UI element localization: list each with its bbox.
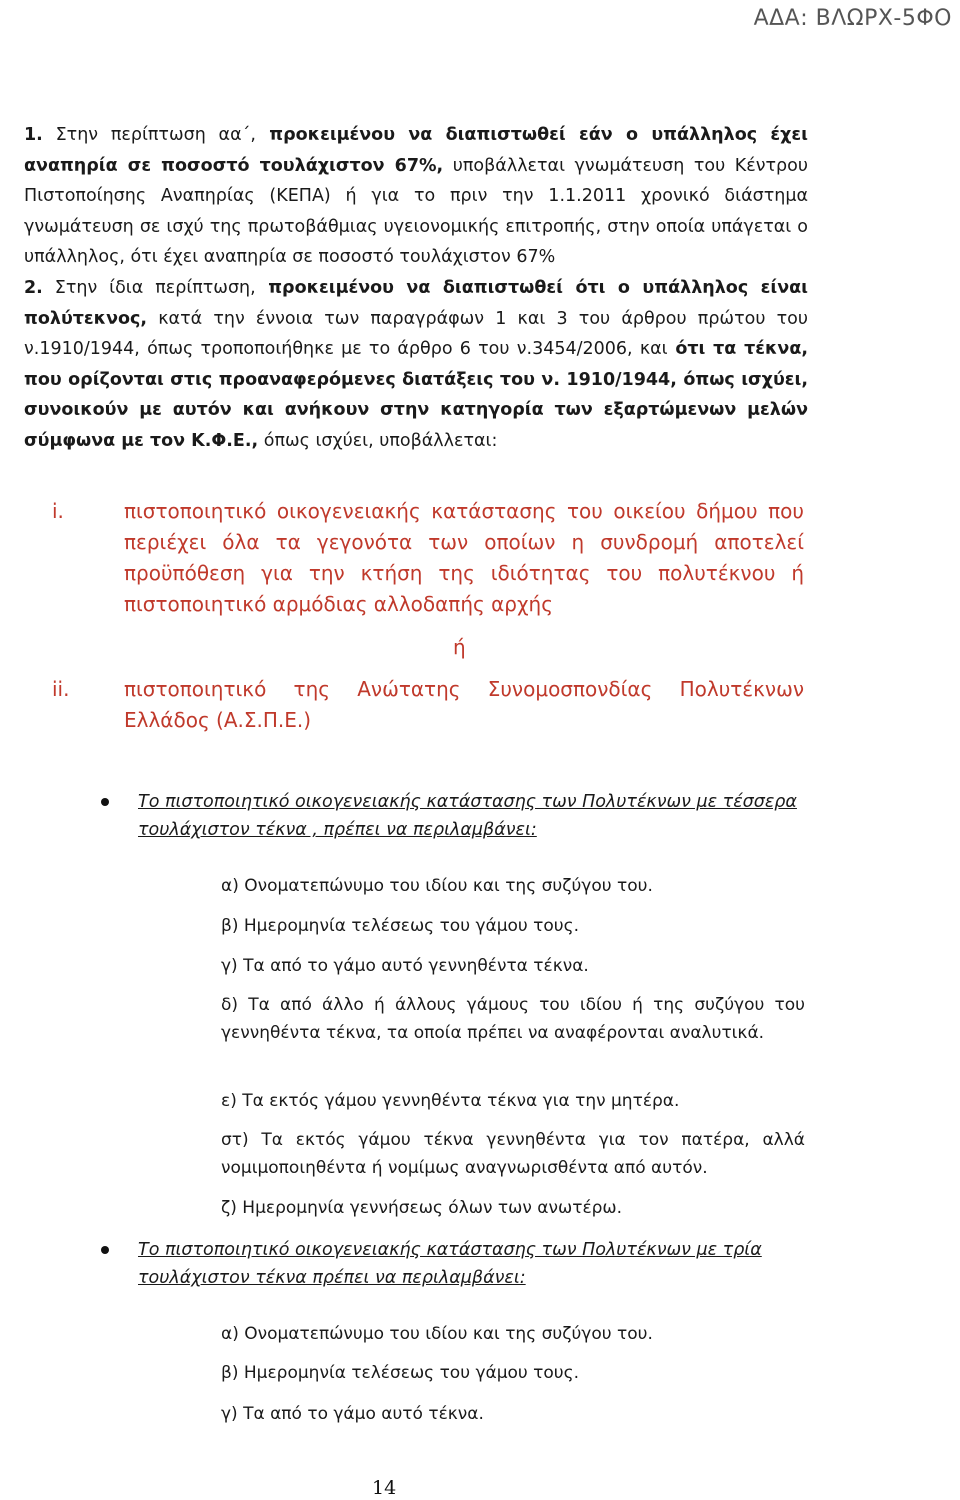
paragraph-2-body-1: κατά την έννοια των παραγράφων 1 και 3 του άρθρου πρώτου του ν.1910/1944, όπως τροποποιήθηκε με το άρθρο 6 του ν.3454/2006, και [24, 308, 808, 359]
paragraph-1 [24, 120, 808, 273]
bullet-1-item: ζ) Ημερομηνία γεννήσεως όλων των ανωτέρω. [221, 1198, 623, 1218]
bullet-icon [101, 798, 109, 806]
option-or: ή [453, 635, 466, 659]
paragraph-1-bold: προκειμένου να διαπιστωθεί εάν ο υπάλληλος έχει αναπηρία σε ποσοστό τουλάχιστον 67%, [24, 125, 808, 176]
option-ii-line-2: Ελλάδος (Α.Σ.Π.Ε.) [124, 708, 312, 732]
bullet-1-item: ε) Τα εκτός γάμου γεννηθέντα τέκνα για την μητέρα. [221, 1091, 680, 1111]
paragraph-2-intro: Στην ίδια περίπτωση, [42, 278, 256, 298]
bullet-2-heading: Το πιστοποιητικό οικογενειακής κατάστασης των Πολυτέκνων με τρία τουλάχιστον τέκνα πρέπει να περιλαμβάνει: [138, 1240, 762, 1288]
bullet-1-item: δ) Τα από άλλο ή άλλους γάμους του ιδίου ή της συζύγου του γεννηθέντα τέκνα, τα οποία πρέπει να αναφέρονται αναλυτικά. [221, 995, 805, 1043]
option-ii-number: ii. [52, 677, 70, 701]
bullet-1-item: β) Ημερομηνία τελέσεως του γάμου τους. [221, 916, 580, 936]
option-i-text: πιστοποιητικό οικογενειακής κατάστασης του οικείου δήμου που περιέχει όλα τα γεγονότα των οποίων η συνδρομή αποτελεί προϋπόθεση για την κτήση της ιδιότητας του πολυτέκνου ή πιστοποιητικό αρμόδιας αλλοδαπής αρχής [124, 499, 804, 616]
paragraph-2-bold-1: προκειμένου να διαπιστωθεί ότι ο υπάλληλος είναι πολύτεκνος, [24, 278, 808, 329]
option-i-number: i. [52, 499, 64, 523]
bullet-1-item: στ) Τα εκτός γάμου τέκνα γεννηθέντα για τον πατέρα, αλλά νομιμοποιηθέντα ή νομίμως αναγνωρισθέντα από αυτόν. [221, 1130, 805, 1178]
bullet-icon [101, 1246, 109, 1254]
paragraph-2-bold-2: ότι τα τέκνα, που ορίζονται στις προαναφερόμενες διατάξεις του ν. 1910/1944, όπως ισχύει, συνοικούν με αυτόν και ανήκουν στην κατηγορία των εξαρτώμενων μελών σύμφωνα με τον Κ.Φ.Ε., [24, 339, 808, 451]
paragraph-2 [24, 273, 808, 456]
option-ii-line-1: πιστοποιητικό της Ανώτατης Συνομοσπονδίας Πολυτέκνων [124, 677, 804, 701]
bullet-2-item: α) Ονοματεπώνυμο του ιδίου και της συζύγου του. [221, 1324, 653, 1344]
ada-code: ΑΔΑ: ΒΛΩΡΧ-5ΦΟ [753, 6, 952, 31]
bullet-2-item: β) Ημερομηνία τελέσεως του γάμου τους. [221, 1363, 580, 1383]
paragraph-1-intro: Στην περίπτωση αα΄, [55, 125, 256, 145]
bullet-2-item: γ) Τα από το γάμο αυτό τέκνα. [221, 1404, 484, 1424]
bullet-1-item: α) Ονοματεπώνυμο του ιδίου και της συζύγου του. [221, 876, 653, 896]
bullet-1-heading: Το πιστοποιητικό οικογενειακής κατάστασης των Πολυτέκνων με τέσσερα τουλάχιστον τέκνα , πρέπει να περιλαμβάνει: [138, 792, 797, 840]
paragraph-2-number: 2. [24, 278, 43, 298]
paragraph-1-body: υποβάλλεται γνωμάτευση του Κέντρου Πιστοποίησης Αναπηρίας (ΚΕΠΑ) ή για το πριν την 1.1.2011 χρονικό διάστημα γνωμάτευση σε ισχύ της πρωτοβάθμιας υγειονομικής επιτροπής, στην οποία υπάγεται ο υπάλληλος, ότι έχει αναπηρία σε ποσοστό τουλάχιστον 67% [24, 155, 808, 267]
paragraph-2-body-2: όπως ισχύει, υποβάλλεται: [258, 430, 498, 451]
bullet-1-item: γ) Τα από το γάμο αυτό γεννηθέντα τέκνα. [221, 956, 589, 976]
paragraph-1-number: 1. [24, 125, 43, 145]
page-number: 14 [372, 1477, 397, 1499]
